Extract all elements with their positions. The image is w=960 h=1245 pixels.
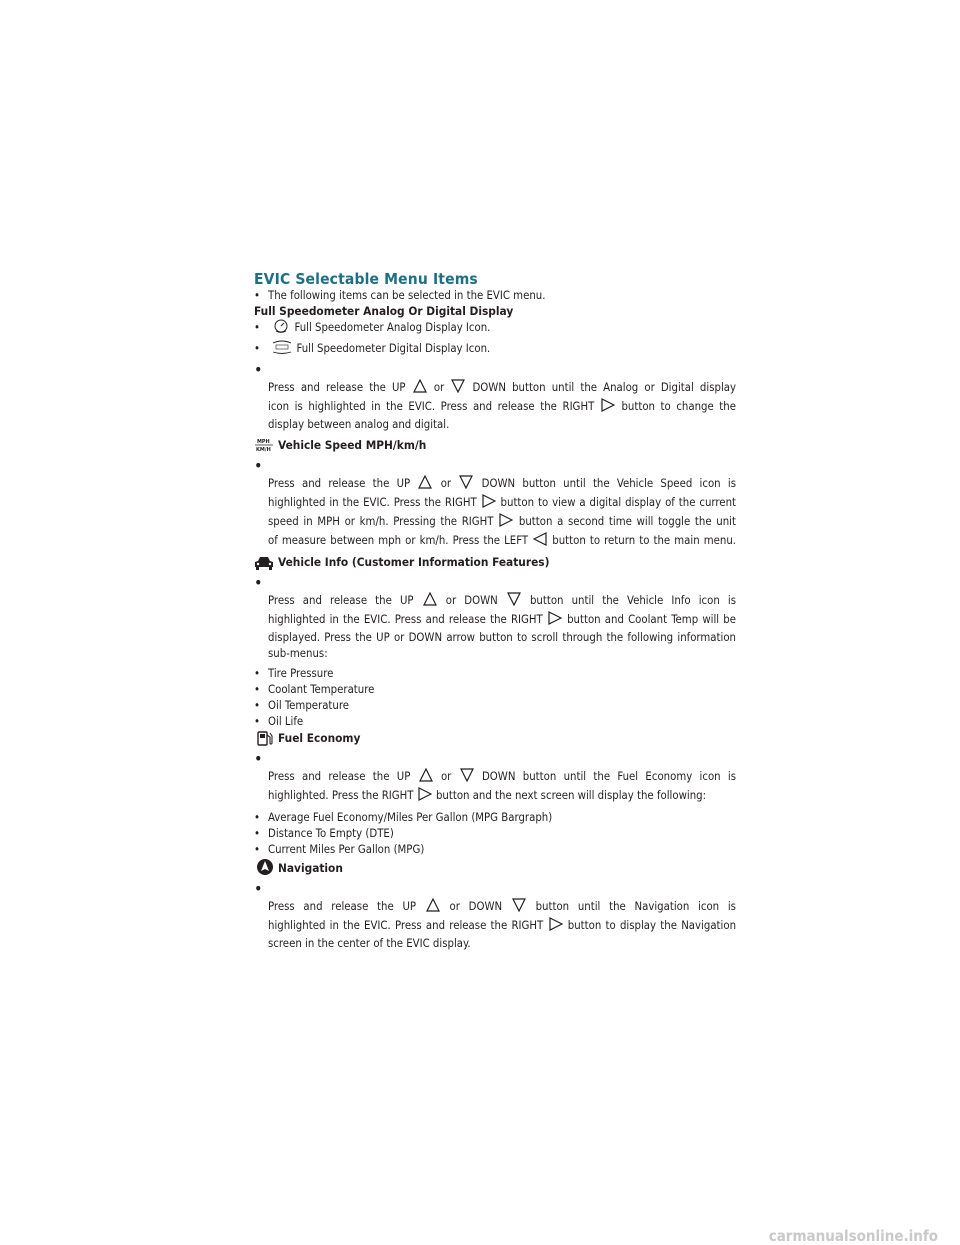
right-arrow-icon (418, 787, 432, 806)
left-arrow-icon (533, 532, 547, 551)
right-arrow-icon (601, 398, 615, 417)
svg-text:KM/H: KM/H (256, 447, 271, 453)
navigation-compass-icon (256, 858, 274, 879)
up-arrow-icon (418, 475, 432, 494)
vehicle-speed-heading: MPH KM/H Vehicle Speed MPH/km/h (254, 437, 736, 456)
list-item: • Oil Life (254, 714, 736, 730)
mph-kmh-icon (254, 437, 274, 456)
fuel-economy-heading: Fuel Economy (254, 730, 736, 749)
list-item: • Coolant Temperature (254, 682, 736, 698)
list-item: • Tire Pressure (254, 666, 736, 682)
vehicle-info-heading: Vehicle Info (Customer Information Features) (254, 555, 736, 573)
list-item: • Current Miles Per Gallon (MPG) (254, 842, 736, 858)
up-arrow-icon (413, 379, 427, 398)
digital-icon-item: • Full Speedometer Digital Display Icon. (254, 339, 736, 360)
speedometer-step: • Press and release the UP or DOWN button until the Analog or Digital display icon is highlighted in the EVIC. Press and release the RIGHT button to change the display between analog and digital. (254, 360, 736, 433)
fuel-pump-icon (256, 730, 274, 749)
fuel-economy-step: • Press and release the UP or DOWN button until the Fuel Economy icon is highlighted. Press the RIGHT button and the next screen will display the following: (254, 749, 736, 806)
vehicle-info-step: • Press and release the UP or DOWN button until the Vehicle Info icon is highlighted in the EVIC. Press and release the RIGHT button and Coolant Temp will be displayed. Press the UP or DOWN arrow button to scroll through the following information sub-menus: (254, 573, 736, 662)
down-arrow-icon (459, 475, 473, 494)
list-item: • Average Fuel Economy/Miles Per Gallon (MPG Bargraph) (254, 810, 736, 826)
up-arrow-icon (419, 768, 433, 787)
section-title: EVIC Selectable Menu Items (254, 270, 478, 288)
manual-page-content (254, 270, 736, 956)
digital-speedometer-icon (271, 339, 293, 360)
list-item: • Oil Temperature (254, 698, 736, 714)
right-arrow-icon (549, 917, 563, 936)
list-item: • Distance To Empty (DTE) (254, 826, 736, 842)
down-arrow-icon (507, 592, 521, 611)
right-arrow-icon (482, 494, 496, 513)
down-arrow-icon (460, 768, 474, 787)
right-arrow-icon (499, 513, 513, 532)
navigation-step: • Press and release the UP or DOWN button until the Navigation icon is highlighted in the EVIC. Press and release the RIGHT button to display the Navigation screen in the center of the EVIC display. (254, 879, 736, 952)
down-arrow-icon (451, 379, 465, 398)
watermark: carmanualsonline.info (768, 1227, 938, 1245)
up-arrow-icon (426, 898, 440, 917)
intro-text: • The following items can be selected in the EVIC menu. (254, 288, 736, 304)
up-arrow-icon (423, 592, 437, 611)
speedometer-heading: Full Speedometer Analog Or Digital Display (254, 304, 514, 318)
vehicle-info-car-icon (254, 556, 274, 573)
right-arrow-icon (548, 611, 562, 630)
navigation-heading: Navigation (254, 858, 736, 879)
analog-speedometer-icon (271, 318, 291, 339)
analog-icon-item: • Full Speedometer Analog Display Icon. (254, 318, 736, 339)
svg-text:MPH: MPH (257, 439, 270, 445)
down-arrow-icon (512, 898, 526, 917)
vehicle-speed-step: • Press and release the UP or DOWN button until the Vehicle Speed icon is highlighted in the EVIC. Press the RIGHT button to view a digital display of the current speed in MPH or km/h. Pressing the RIGHT button a second time will toggle the unit of measure between mph or km/h. Press the LEFT button to return to the main menu. (254, 456, 736, 551)
